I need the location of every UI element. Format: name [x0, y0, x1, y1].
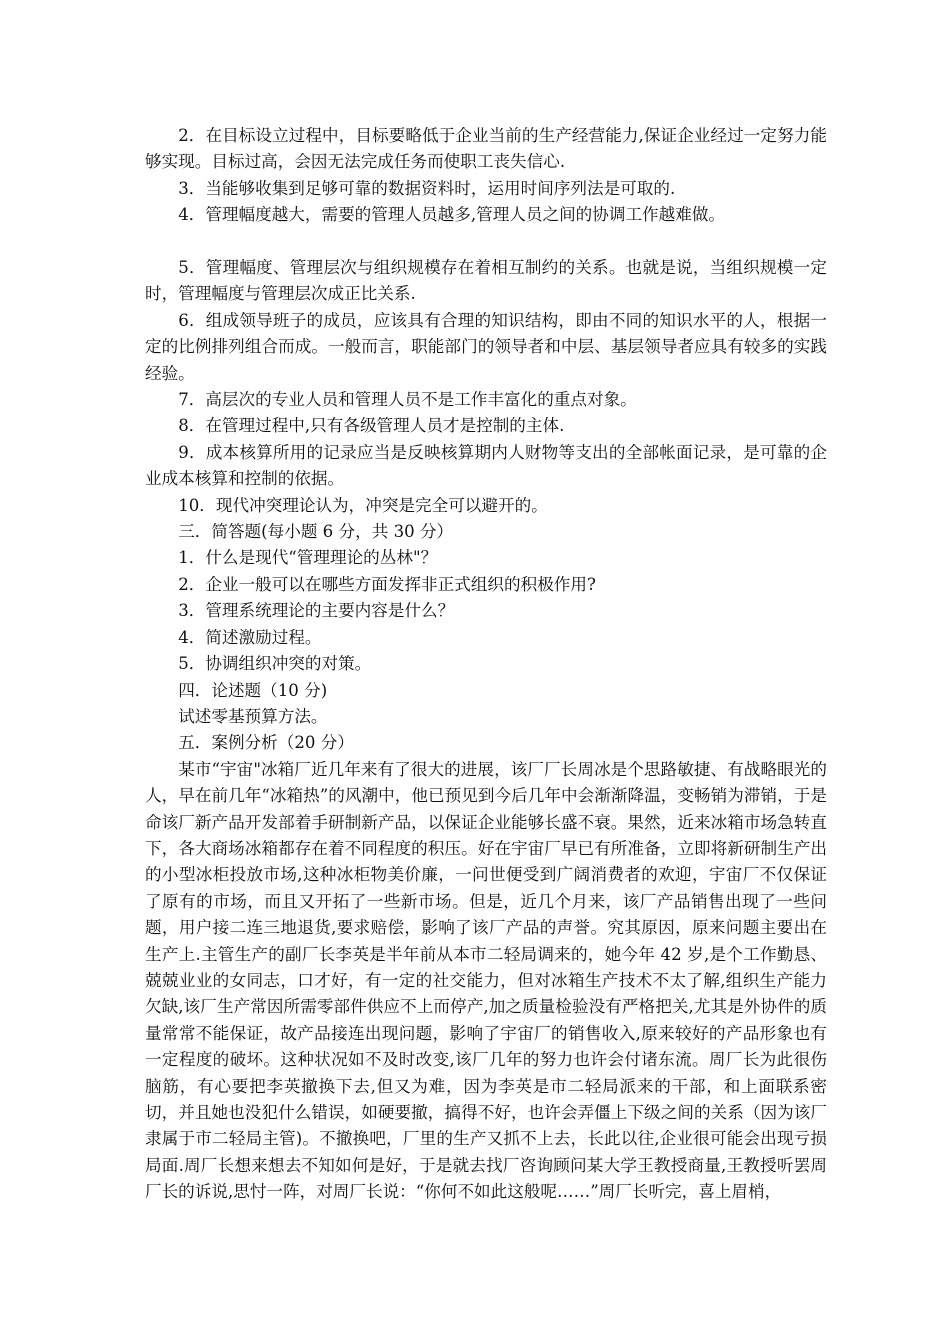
- true-false-item-8: 8．在管理过程中,只有各级管理人员才是控制的主体.: [178, 416, 565, 436]
- section-heading-short-answer: 三．简答题(每小题 6 分，共 30 分）: [178, 522, 454, 542]
- true-false-item-5: 5．管理幅度、管理层次与组织规模存在着相互制约的关系。也就是说，当组织规模一定时，管理幅度与管理层次成正比关系.: [145, 258, 827, 304]
- true-false-item-4: 4．管理幅度越大，需要的管理人员越多,管理人员之间的协调工作越难做。: [178, 205, 726, 225]
- document-page: [145, 123, 827, 1206]
- true-false-item-10: 10．现代冲突理论认为，冲突是完全可以避开的。: [178, 495, 548, 515]
- short-answer-item-5: 5．协调组织冲突的对策。: [178, 654, 372, 674]
- short-answer-item-4: 4．简述激励过程。: [178, 627, 322, 647]
- case-study-text: 某市“宇宙"冰箱厂近几年来有了很大的进展，该厂厂长周冰是个思路敏捷、有战略眼光的人，早在前几年“冰箱热”的风潮中，他已预见到今后几年中会渐渐降温，变畅销为滞销，于是命该厂新产品开发部着手研制新产品，以保证企业能够长盛不衰。果然，近来冰箱市场急转直下，各大商场冰箱都存在着不同程度的积压。好在宇宙厂早已有所准备，立即将新研制生产出的小型冰柜投放市场,这种冰柜物美价廉，一问世便受到广阔消费者的欢迎，宇宙厂不仅保证了原有的市场，而且又开拓了一些新市场。但是，近几个月来，该厂产品销售出现了一些问题，用户接二连三地退货,要求赔偿，影响了该厂产品的声誉。究其原因，原来问题主要出在生产上.主管生产的副厂长李英是半年前从本市二轻局调来的，她今年 42 岁,是个工作勤恳、兢兢业业的女同志，口才好，有一定的社交能力，但对冰箱生产技术不太了解,组织生产能力欠缺,该厂生产常因所需零部件供应不上而停产,加之质量检验没有严格把关,尤其是外协件的质量常常不能保证，故产品接连出现问题，影响了宇宙厂的销售收入,原来较好的产品形象也有一定程度的破坏。这种状况如不及时改变,该厂几年的努力也许会付诸东流。周厂长为此很伤脑筋，有心要把李英撤换下去,但又为难，因为李英是市二轻局派来的干部，和上面联系密切，并且她也没犯什么错误，如硬要撤，搞得不好，也许会弄僵上下级之间的关系（因为该厂隶属于市二轻局主管)。不撤换吧，厂里的生产又抓不上去，长此以往,企业很可能会出现亏损局面.周厂长想来想去不知如何是好，于是就去找厂咨询顾问某大学王教授商量,王教授听罢周厂长的诉说,思忖一阵，对周厂长说：“你何不如此这般呢……”周厂长听完，喜上眉梢，: [145, 759, 827, 1202]
- true-false-item-6: 6．组成领导班子的成员，应该具有合理的知识结构，即由不同的知识水平的人，根据一定的比例排列组合而成。一般而言，职能部门的领导者和中层、基层领导者应具有较多的实践经验。: [145, 310, 827, 383]
- section-heading-case-analysis: 五．案例分析（20 分）: [178, 733, 354, 753]
- short-answer-item-1: 1．什么是现代“管理理论的丛林"？: [178, 548, 438, 568]
- true-false-item-2: 2．在目标设立过程中，目标要略低于企业当前的生产经营能力,保证企业经过一定努力能够实现。目标过高，会因无法完成任务而使职工丧失信心.: [145, 126, 827, 172]
- true-false-item-7: 7．高层次的专业人员和管理人员不是工作丰富化的重点对象。: [178, 390, 637, 410]
- short-answer-item-3: 3．管理系统理论的主要内容是什么？: [178, 601, 455, 621]
- section-heading-essay: 四．论述题（10 分): [178, 680, 328, 700]
- essay-question: 试述零基预算方法。: [178, 706, 328, 726]
- true-false-item-3: 3．当能够收集到足够可靠的数据资料时，运用时间序列法是可取的.: [178, 178, 676, 198]
- short-answer-item-2: 2．企业一般可以在哪些方面发挥非正式组织的积极作用?: [178, 574, 596, 594]
- true-false-item-9: 9．成本核算所用的记录应当是反映核算期内人财物等支出的全部帐面记录，是可靠的企业成本核算和控制的依据。: [145, 442, 827, 489]
